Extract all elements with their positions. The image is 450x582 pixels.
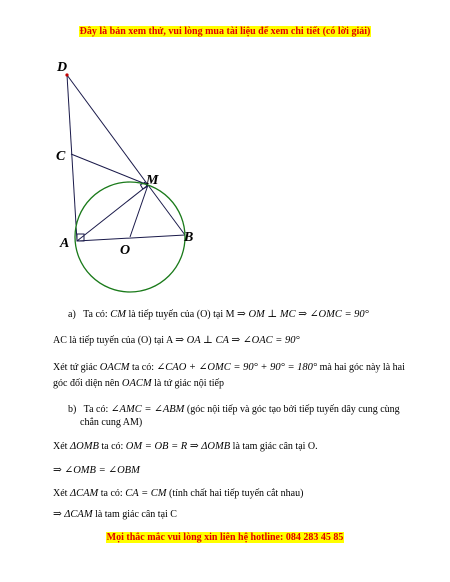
label-D: D: [57, 60, 68, 75]
label-C: C: [56, 149, 66, 164]
solution-line-8: ⇒ ∠OMB = ∠OBM: [53, 465, 140, 476]
solution-line-7: Xét ΔOMB ta có: OM = OB = R ⇒ ΔOMB là tam giác cân tại O.: [53, 441, 318, 452]
preview-banner-text: Đây là bản xem thử, vui lòng mua tài liệu để xem chi tiết (có lời giải): [79, 26, 371, 37]
label-O: O: [120, 243, 131, 258]
part-b-line2: chắn cung AM): [80, 417, 143, 428]
solution-line-10: ⇒ ΔCAM là tam giác cân tại C: [53, 509, 177, 520]
label-M: M: [146, 173, 159, 188]
part-b-prefix: b): [68, 404, 77, 415]
tangent-lines: [67, 75, 185, 241]
geometry-figure: [40, 55, 210, 295]
segment-AM: [77, 185, 148, 241]
hotline-banner: [0, 532, 450, 543]
label-B: B: [184, 230, 194, 245]
part-a-prefix: a): [68, 309, 76, 320]
segment-DA: [67, 75, 77, 241]
hotline-banner-text: Mọi thắc mắc vui lòng xin liên hệ hotline: 084 283 45 85: [106, 532, 344, 543]
solution-line-9: Xét ΔCAM ta có: CA = CM (tính chất hai tiếp tuyến cắt nhau): [53, 488, 304, 499]
solution-line-3: Xét tứ giác OACM ta có: ∠CAO + ∠OMC = 90° + 90° = 180° mà hai góc này là hai: [53, 362, 405, 373]
solution-line-4: góc đối diện nên OACM là tứ giác nội tiếp: [53, 378, 224, 389]
label-A: A: [60, 236, 70, 251]
segment-OM: [130, 185, 148, 237]
segment-AB: [77, 235, 185, 241]
part-b-line1: b) Ta có: ∠AMC = ∠ABM (góc nội tiếp và góc tạo bởi tiếp tuyến dây cung cùng: [68, 404, 400, 415]
part-a-line1: a) Ta có: CM là tiếp tuyến của (O) tại M ⇒ OM ⊥ MC ⇒ ∠OMC = 90°: [68, 309, 369, 320]
solution-line-2: AC là tiếp tuyến của (O) tại A ⇒ OA ⊥ CA ⇒ ∠OAC = 90°: [53, 335, 300, 346]
preview-banner: [0, 26, 450, 37]
segment-MB: [148, 185, 185, 235]
